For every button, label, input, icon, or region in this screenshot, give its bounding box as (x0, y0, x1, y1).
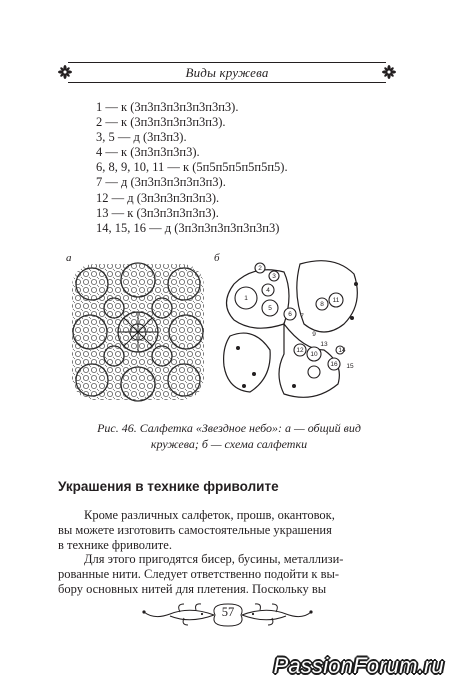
list-item: 6, 8, 9, 10, 11 — к (5п5п5п5п5п5п5). (96, 160, 288, 175)
paragraph-line: бору основных нитей для плетения. Поскольку вы (58, 582, 327, 597)
paragraph (58, 552, 390, 598)
scheme-number: 10 (310, 351, 318, 358)
list-item: 2 — к (3п3п3п3п3п3п3). (96, 115, 226, 130)
lace-doily-image (66, 254, 208, 404)
list-item: 3, 5 — д (3п3п3). (96, 130, 187, 145)
scheme-number: 12 (296, 347, 304, 354)
header-title: Виды кружева (185, 65, 269, 80)
paragraph-line: вы можете изготовить самостоятельные украшения (58, 523, 332, 538)
scheme-number: 13 (320, 341, 328, 348)
list-item: 4 — к (3п3п3п3п3). (96, 145, 200, 160)
list-item: 7 — д (3п3п3п3п3п3п3). (96, 175, 226, 190)
header-rule-bottom (68, 82, 386, 83)
figure-b-scheme (214, 254, 374, 404)
scheme-number: 2 (258, 265, 262, 272)
figure-caption (70, 421, 388, 452)
paragraph-line: Кроме различных салфеток, прошв, окантовок, (84, 508, 335, 522)
figure-a-lace-photo (66, 254, 208, 404)
scheme-number: 7 (300, 313, 304, 320)
section-heading: Украшения в технике фриволите (58, 479, 279, 494)
paragraph-line: рованные нити. Следует ответственно подойти к вы- (58, 567, 340, 582)
scheme-number: 16 (330, 361, 338, 368)
scheme-number: 8 (320, 301, 324, 308)
page-number: 57 (221, 605, 235, 619)
header-rule-top (68, 62, 386, 63)
watermark: PassionForum.ru (273, 653, 444, 678)
doily-scheme-diagram (214, 254, 374, 404)
scheme-number: 11 (332, 297, 340, 304)
scheme-number: 14 (338, 347, 346, 354)
paragraph (58, 508, 390, 554)
page-footer (140, 600, 315, 630)
list-item: 1 — к (3п3п3п3п3п3п3п3). (96, 100, 239, 114)
figure-label-b: б (214, 252, 220, 264)
scheme-number: 1 (244, 295, 248, 302)
scheme-number: 5 (268, 305, 272, 312)
scheme-number: 6 (288, 311, 292, 318)
caption-line: Рис. 46. Салфетка «Звездное небо»: а — общий вид (97, 421, 361, 435)
caption-line: кружева; б — схема салфетки (150, 436, 308, 451)
running-header (58, 58, 396, 86)
paragraph-line: в технике фриволите. (58, 538, 172, 553)
paragraph-line: Для этого пригодятся бисер, бусины, металлизи- (84, 552, 344, 566)
figure-label-a: а (66, 252, 72, 264)
scheme-number: 4 (266, 287, 270, 294)
list-item: 12 — д (3п3п3п3п3п3). (96, 190, 220, 205)
list-item: 13 — к (3п3п3п3п3п3). (96, 205, 219, 220)
scheme-number: 15 (346, 363, 354, 370)
scheme-number: 9 (312, 331, 316, 338)
stitch-list (96, 100, 288, 236)
list-item: 14, 15, 16 — д (3п3п3п3п3п3п3п3) (96, 220, 280, 235)
scheme-number: 3 (272, 273, 276, 280)
